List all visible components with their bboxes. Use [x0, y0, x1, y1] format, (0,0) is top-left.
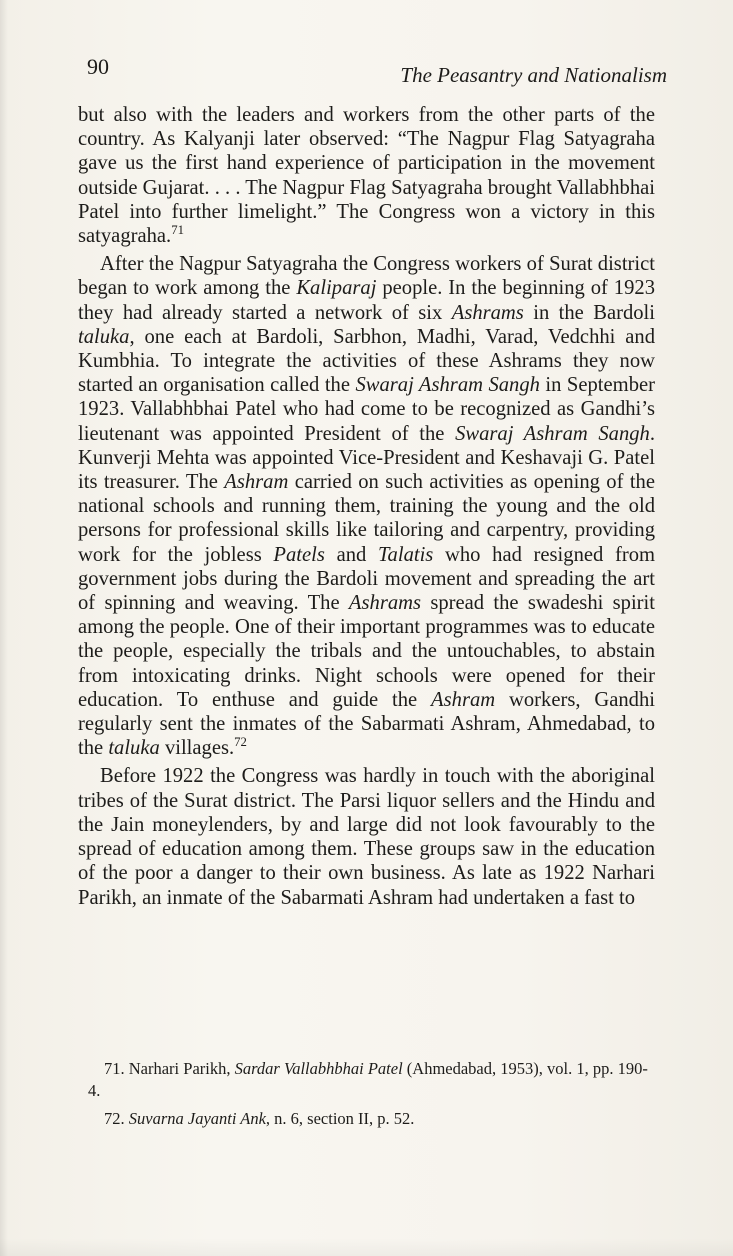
text-run: in the Bardoli — [523, 301, 655, 324]
text-run: 71. Narhari Parikh, — [104, 1059, 235, 1078]
footnote-reference: 71 — [171, 223, 184, 238]
text-run: After the Nagpur Satyagraha the Congress workers of Surat district began to work among the — [78, 253, 655, 300]
page-edge-shadow — [0, 0, 8, 1256]
running-head: The Peasantry and Nationalism — [400, 63, 667, 87]
italic-term: Kaliparaj — [296, 277, 377, 300]
body-text — [78, 103, 655, 910]
text-run: but also with the leaders and workers from the other parts of the country. As Kalyanji later observed: “The Nagpur Flag Satyagraha gave us the first hand experience of participation in the movement outside Gujarat. . . . The Nagpur Flag Satyagraha brought Vallabhbhai Patel into further limelight.” The Congress won a victory in this satyagraha. — [78, 104, 655, 248]
italic-term: taluka — [108, 737, 160, 760]
text-run: workers, Gandhi regularly sent the inmates of the Sabarmati Ashram, Ahmedabad, to the — [78, 688, 655, 760]
page-number: 90 — [87, 54, 109, 79]
text-run: , one each at Bardoli, Sarbhon, Madhi, Varad, Vedchhi and Kumbhia. To integrate the activities of these Ashrams they now started an organisation called the — [78, 325, 655, 397]
footnote-reference: 72 — [234, 735, 247, 750]
text-run: , n. 6, section II, p. 52. — [265, 1109, 415, 1128]
text-run: in September 1923. Vallabhbhai Patel who had come to be recognized as Gandhi’s lieutenant was appointed President of the — [78, 374, 655, 445]
paragraph-1 — [78, 103, 655, 248]
italic-term: Ashrams — [451, 301, 524, 324]
italic-term: Patels — [273, 543, 325, 566]
italic-term: Ashrams — [348, 592, 422, 615]
text-run: who had resigned from government jobs during the Bardoli movement and spreading the art of spinning and weaving. The — [78, 543, 656, 615]
italic-term: taluka — [78, 325, 130, 348]
page-bottom-shade — [0, 1238, 733, 1256]
footnotes — [88, 1058, 652, 1136]
italic-term: Suvarna Jayanti Ank — [128, 1109, 266, 1128]
text-run: villages. — [159, 737, 235, 760]
italic-term: Sardar Vallabhbhai Patel — [234, 1059, 403, 1078]
italic-term: Talatis — [377, 543, 434, 566]
footnote-72 — [88, 1108, 652, 1130]
paragraph-2 — [78, 252, 655, 760]
text-run: spread the swadeshi spirit among the people. One of their important programmes was to educate the people, especially the tribals and the untouchables, to abstain from intoxicating drinks. Night schools were opened for their education. To enthuse and guide the — [78, 592, 655, 711]
text-run: . Kunverji Mehta was appointed Vice-President and Keshavaji G. Patel its treasurer. The — [78, 422, 655, 494]
text-run: people. In the beginning of 1923 they had already started a network of six — [78, 277, 655, 324]
paragraph-3 — [78, 764, 655, 909]
italic-term: Swaraj Ashram Sangh — [455, 422, 650, 445]
italic-term: Swaraj Ashram Sangh — [355, 374, 540, 397]
text-run: carried on such activities as opening of the national schools and running them, training the young and the old persons for professional skills like tailoring and carpentry, providing work for the jobless — [78, 471, 655, 566]
italic-term: Ashram — [224, 471, 289, 494]
footnote-71 — [88, 1058, 652, 1102]
text-run: and — [324, 543, 378, 566]
text-run: Before 1922 the Congress was hardly in touch with the aboriginal tribes of the Surat district. The Parsi liquor sellers and the Hindu and the Jain moneylenders, by and large did not look favourably to the spread of education among them. These groups saw in the education of the poor a danger to their own business. As late as 1922 Narhari Parikh, an inmate of the Sabarmati Ashram had undertaken a fast to — [78, 765, 655, 909]
text-run: 72. — [104, 1109, 129, 1128]
text-run: (Ahmedabad, 1953), vol. 1, pp. 190-4. — [88, 1059, 648, 1100]
italic-term: Ashram — [431, 688, 496, 711]
